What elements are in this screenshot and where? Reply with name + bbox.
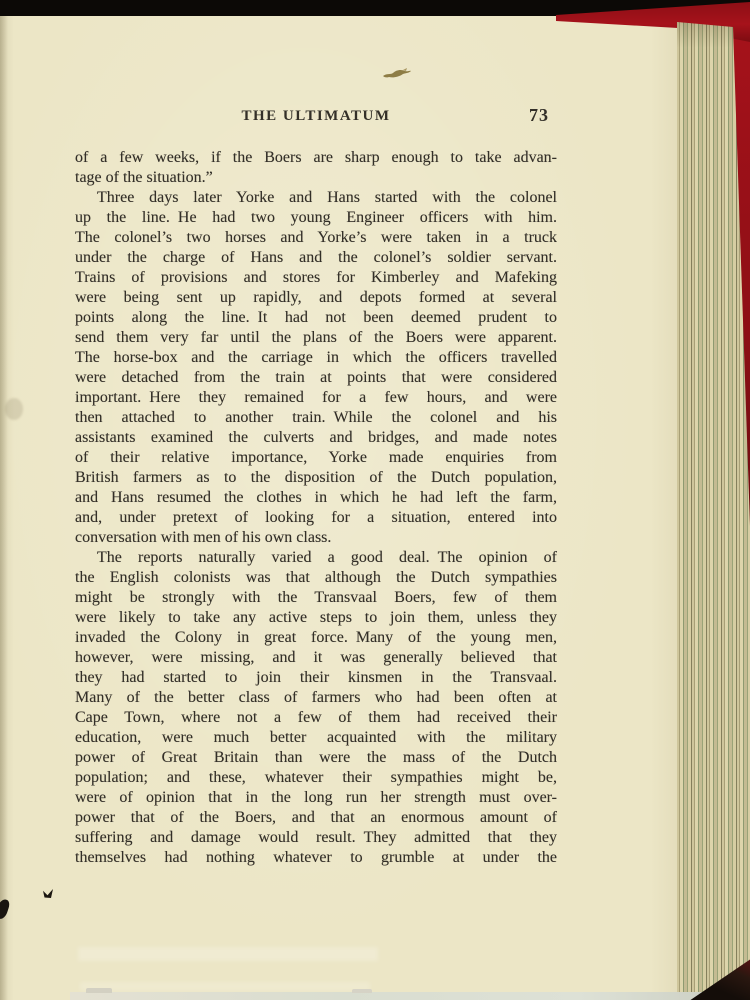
running-title: THE ULTIMATUM [241,108,391,124]
text-line: the English colonists was that although the Dutch sympathies [75,569,557,586]
text-line: send them very far until the plans of the Boers were apparent. [75,329,557,346]
text-line: Cape Town, where not a few of them had received their [75,709,557,726]
text-line: were detached from the train at points that were considered [75,369,557,386]
text-line: suffering and damage would result. They admitted that they [75,829,557,846]
text-line: Many of the better class of farmers who had been often at [75,689,557,706]
scanner-bed-strip [70,992,750,1000]
page-header [75,105,557,128]
text-line: of a few weeks, if the Boers are sharp enough to take advan- [75,149,557,166]
text-line: conversation with men of his own class. [75,529,332,546]
text-line: power of Great Britain than were the mass of the Dutch [75,749,557,766]
text-line: power that of the Boers, and that an enormous amount of [75,809,557,826]
text-line: and Hans resumed the clothes in which he had left the farm, [75,489,557,506]
scanner-bed-tab [86,988,112,993]
text-line: The reports naturally varied a good deal. The opinion of [97,549,557,566]
text-line: British farmers as to the disposition of the Dutch population, [75,469,557,486]
scan-streak [78,947,378,961]
text-line: The horse-box and the carriage in which the officers travelled [75,349,557,366]
text-line: Three days later Yorke and Hans started with the colonel [97,189,557,206]
page-number: 73 [529,105,549,125]
text-line: up the line. He had two young Engineer officers with him. [75,209,557,226]
text-line: points along the line. It had not been deemed prudent to [75,309,557,326]
text-line: were of opinion that in the long run her strength must over- [75,789,557,806]
text-line: might be strongly with the Transvaal Boers, few of them [75,589,557,606]
text-line: invaded the Colony in great force. Many of the young men, [75,629,557,646]
book-page [0,16,677,1000]
text-line: and, under pretext of looking for a situation, entered into [75,509,557,526]
gutter-shadow [0,16,8,1000]
text-line: tage of the situation.” [75,169,213,186]
text-line: themselves had nothing whatever to grumble at under the [75,849,557,866]
text-line: were likely to take any active steps to join them, unless they [75,609,557,626]
text-line: important. Here they remained for a few hours, and were [75,389,557,406]
text-line: however, were missing, and it was generally believed that [75,649,557,666]
text-line: of their relative importance, Yorke made enquiries from [75,449,557,466]
body-text [75,148,557,868]
text-line: assistants examined the culverts and bridges, and made notes [75,429,557,446]
text-line: education, were much better acquainted with the military [75,729,557,746]
text-line: Trains of provisions and stores for Kimberley and Mafeking [75,269,557,286]
ink-stain [381,65,413,83]
text-line: they had started to join their kinsmen in the Transvaal. [75,669,557,686]
text-line: population; and these, whatever their sympathies might be, [75,769,557,786]
text-line: The colonel’s two horses and Yorke’s were taken in a truck [75,229,557,246]
text-line: were being sent up rapidly, and depots formed at several [75,289,557,306]
text-line: under the charge of Hans and the colonel’s soldier servant. [75,249,557,266]
text-block [75,105,557,868]
text-line: then attached to another train. While the colonel and his [75,409,557,426]
scan-streak [80,982,370,991]
page-smudge [5,398,23,420]
scanner-bed-tab [352,989,372,993]
